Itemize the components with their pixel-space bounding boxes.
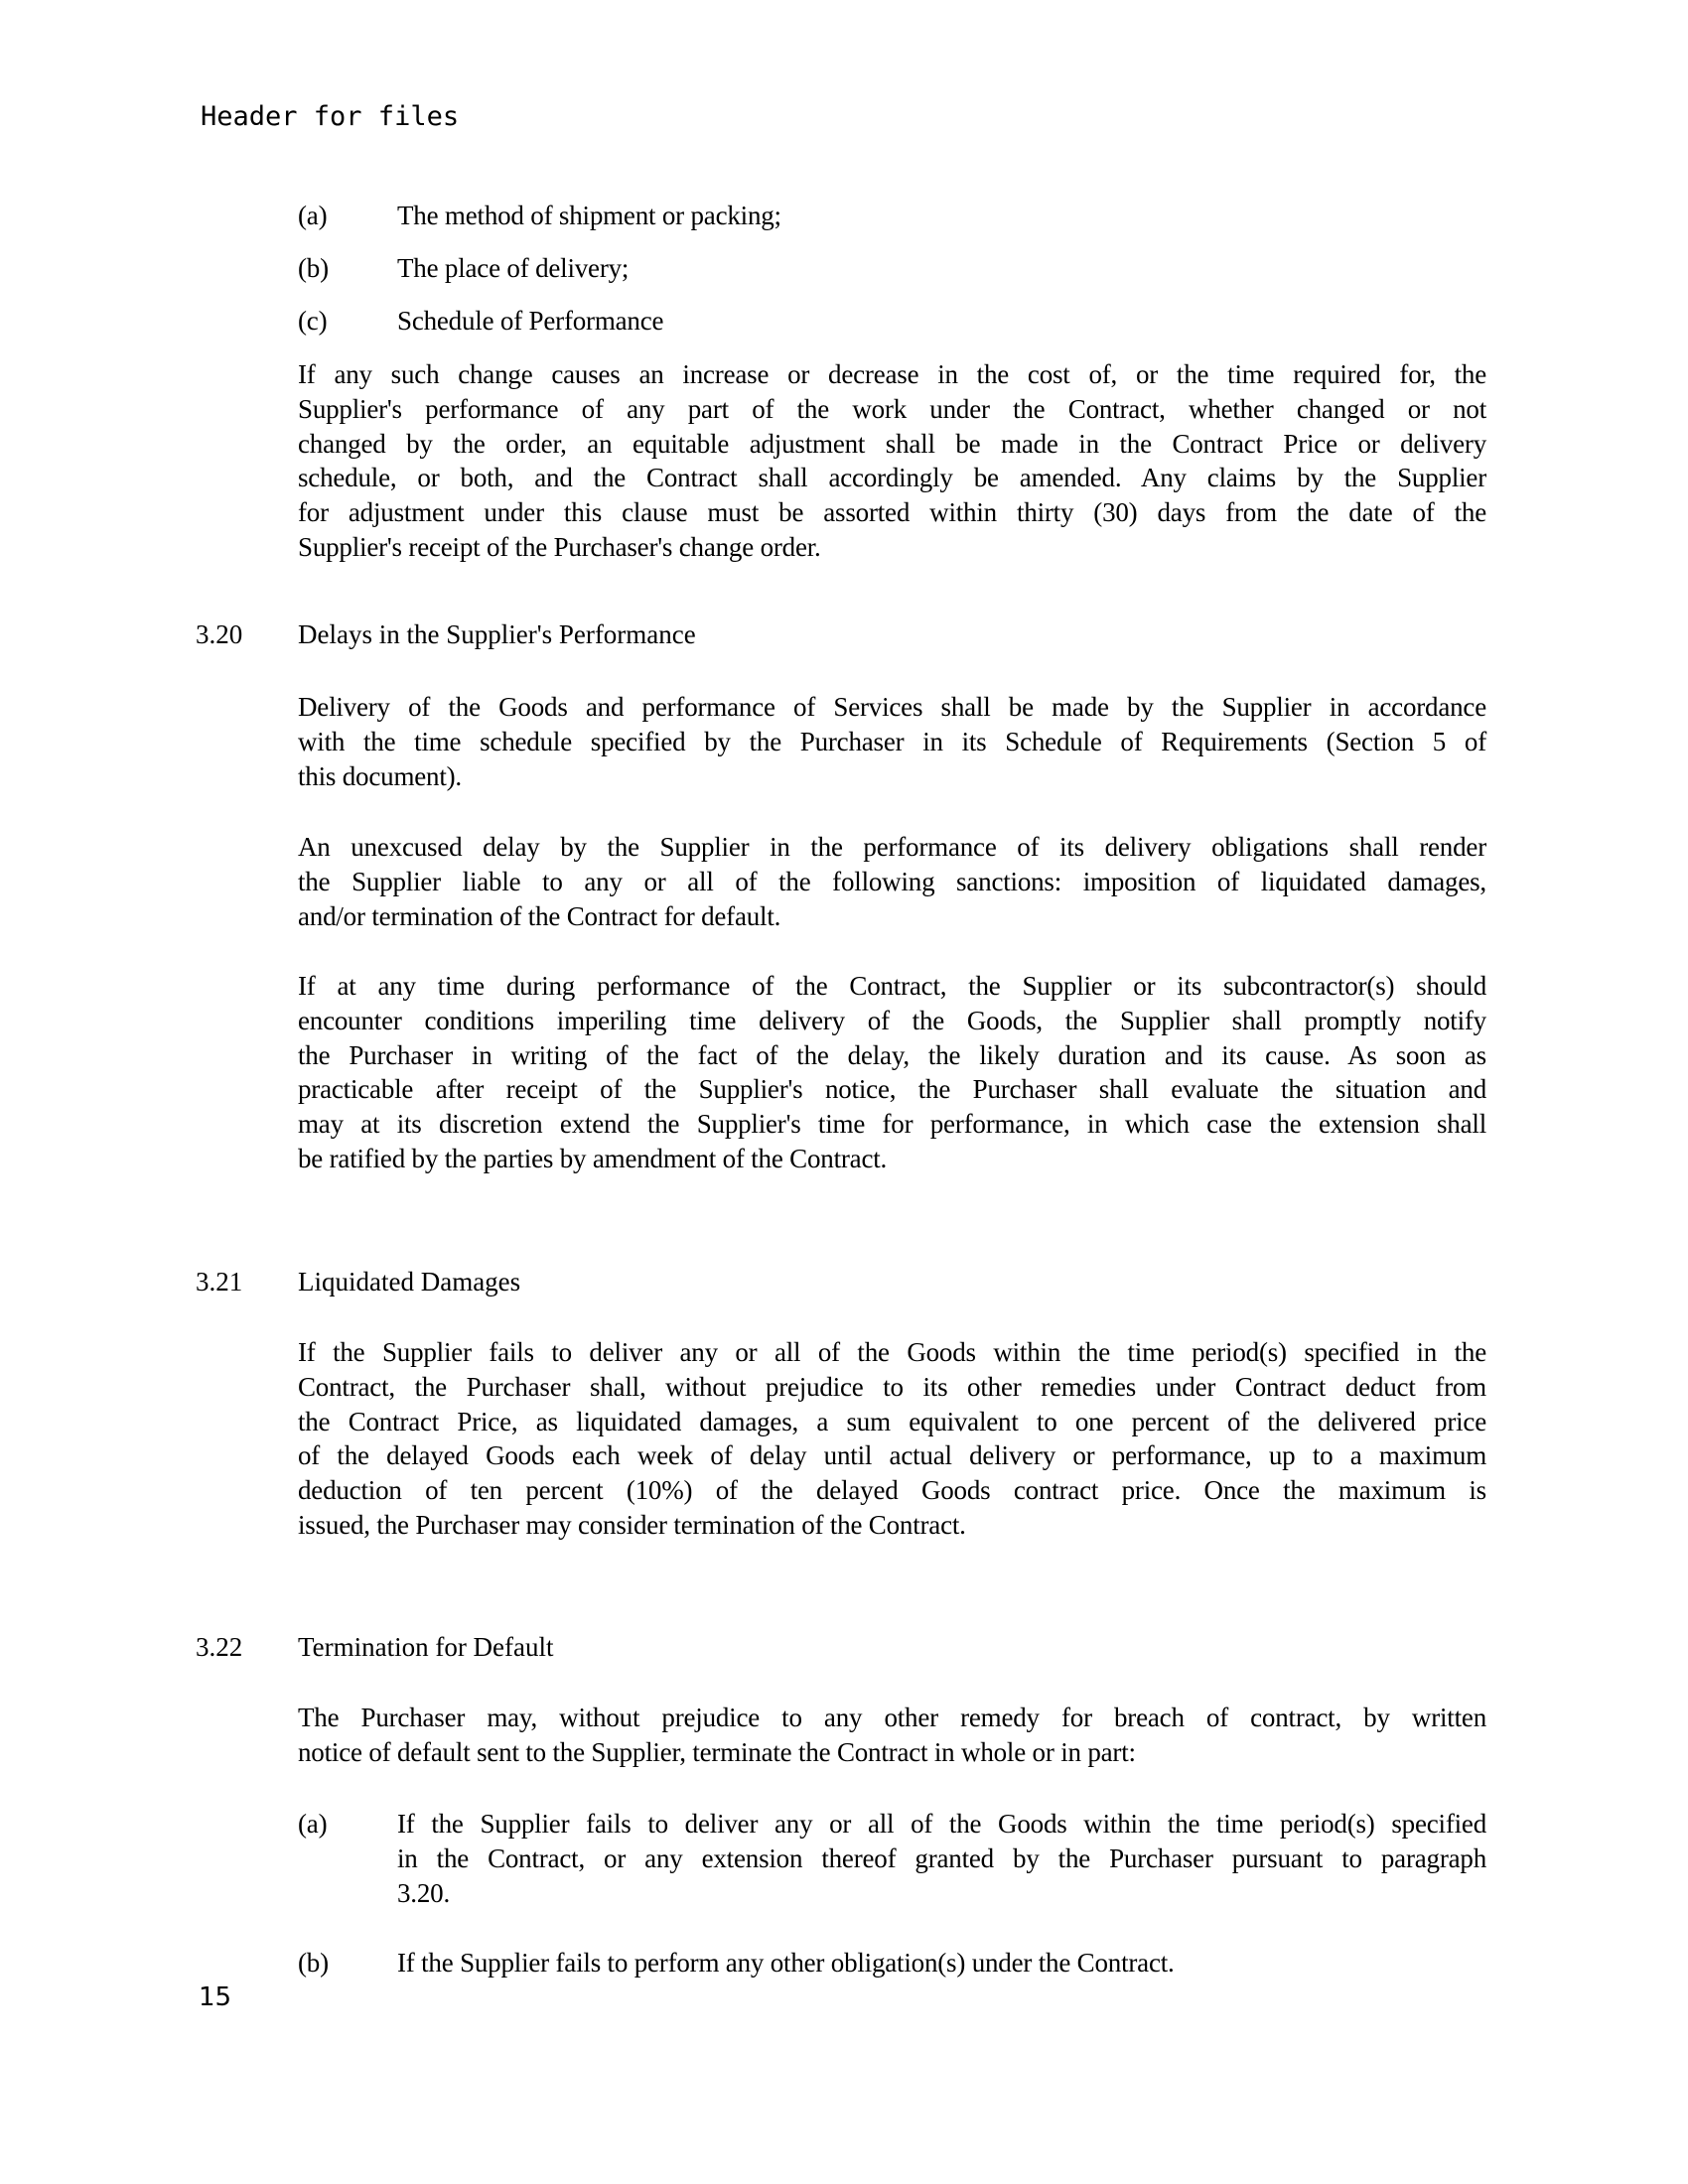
text-line: deduction of ten percent (10%) of the delayed Goods contract price. Once the maximum is [298,1475,1486,1506]
text-line: 3.20. [397,1877,451,1908]
text-line: The method of shipment or packing; [397,201,781,230]
text-line: The place of delivery; [397,253,630,283]
text-line: changed by the order, an equitable adjustment shall be made in the Contract Price or delivery [298,428,1486,459]
text-line: notice of default sent to the Supplier, terminate the Contract in whole or in part: [298,1736,1136,1767]
text-line: Schedule of Performance [397,306,664,336]
list-item-b [298,1946,1486,1980]
list-item-b [298,251,1486,286]
list-item-label: (c) [298,306,328,336]
section-number: 3.21 [196,1267,243,1297]
list-item-c [298,304,1486,339]
list-item-text [397,304,1486,339]
text-line: with the time schedule specified by the Purchaser in its Schedule of Requirements (Section 5 of [298,726,1486,756]
text-line: If the Supplier fails to deliver any or all of the Goods within the time period(s) specified [397,1809,1486,1839]
text-line: If the Supplier fails to deliver any or all of the Goods within the time period(s) specified in the [298,1337,1486,1367]
section-3-20-paragraph-3 [298,969,1486,1176]
section-number: 3.20 [196,619,243,649]
text-line: the Supplier liable to any or all of the following sanctions: imposition of liquidated damages, [298,866,1486,896]
text-line: The Purchaser may, without prejudice to any other remedy for breach of contract, by written [298,1703,1486,1732]
list-item-label: (b) [298,1948,329,1978]
section-3-20-paragraph-1 [298,690,1486,793]
list-item-text [397,199,1486,233]
section-title: Liquidated Damages [298,1267,521,1297]
section-3-20-paragraph-2 [298,830,1486,933]
list-item-label: (a) [298,1809,328,1839]
text-line: this document). [298,760,462,791]
section-3-22-paragraph-1 [298,1701,1486,1770]
list-item-text [397,251,1486,286]
section-heading-3-22 [196,1630,554,1665]
section-number: 3.22 [196,1632,243,1662]
list-item-a [298,1807,1486,1910]
text-line: the Purchaser in writing of the fact of the delay, the likely duration and its cause. As soon as [298,1039,1486,1070]
list-item-a [298,199,1486,233]
text-line: the Contract Price, as liquidated damages, a sum equivalent to one percent of the delivered price [298,1406,1486,1436]
text-line: may at its discretion extend the Supplier's time for performance, in which case the extension shall [298,1109,1486,1140]
page-number: 15 [199,1982,232,2012]
section-title: Termination for Default [298,1632,554,1662]
list-item-text [397,1807,1486,1910]
list-item-text [397,1946,1486,1980]
intro-paragraph [298,357,1486,565]
list-item-label: (b) [298,253,329,283]
text-line: Supplier's performance of any part of the work under the Contract, whether changed or not [298,393,1486,424]
text-line: for adjustment under this clause must be assorted within thirty (30) days from the date of the [298,497,1486,528]
text-line: An unexcused delay by the Supplier in the performance of its delivery obligations shall render [298,832,1486,862]
text-line: be ratified by the parties by amendment of the Contract. [298,1143,888,1173]
text-line: practicable after receipt of the Supplier's notice, the Purchaser shall evaluate the situation and [298,1074,1486,1105]
text-line: of the delayed Goods each week of delay until actual delivery or performance, up to a maximum [298,1440,1486,1471]
section-title: Delays in the Supplier's Performance [298,619,696,649]
document-header: Header for files [201,101,460,132]
section-heading-3-20 [196,617,696,652]
text-line: If at any time during performance of the Contract, the Supplier or its subcontractor(s) should [298,971,1486,1001]
text-line: Delivery of the Goods and performance of Services shall be made by the Supplier in accordance [298,692,1486,722]
list-item-label: (a) [298,201,328,230]
text-line: in the Contract, or any extension thereof granted by the Purchaser pursuant to paragraph [397,1843,1486,1873]
text-line: issued, the Purchaser may consider termination of the Contract. [298,1509,966,1540]
text-line: If any such change causes an increase or decrease in the cost of, or the time required for, the [298,359,1486,389]
text-line: and/or termination of the Contract for default. [298,900,781,931]
section-heading-3-21 [196,1265,520,1299]
text-line: Supplier's receipt of the Purchaser's change order. [298,531,821,562]
section-3-21-paragraph-1 [298,1335,1486,1543]
text-line: Contract, the Purchaser shall, without prejudice to its other remedies under Contract deduct from [298,1371,1486,1402]
text-line: encounter conditions imperiling time delivery of the Goods, the Supplier shall promptly notify [298,1005,1486,1035]
text-line: schedule, or both, and the Contract shall accordingly be amended. Any claims by the Supplier [298,463,1486,493]
text-line: If the Supplier fails to perform any other obligation(s) under the Contract. [397,1948,1175,1978]
